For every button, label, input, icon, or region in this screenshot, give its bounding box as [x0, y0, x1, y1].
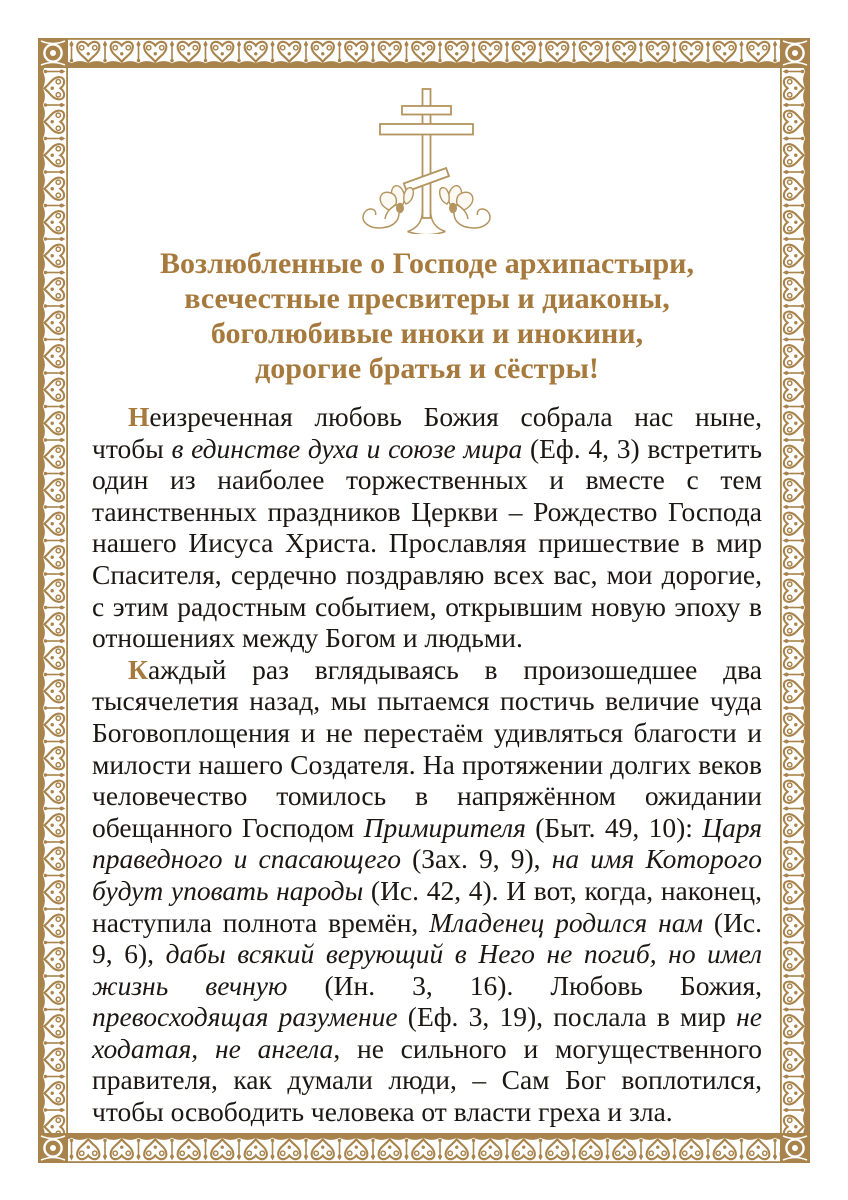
scripture-quote: на имя Которого будут уповать народы [92, 843, 762, 906]
body-text-segment: еизреченная любовь Божия собрала нас ныне, чтобы [92, 401, 762, 464]
body-text-segment: (Зах. 9, 9), [400, 843, 552, 875]
paragraph-2 [92, 654, 762, 1128]
body-text-segment: (Ин. 3, 16). Любовь Божия, [287, 969, 762, 1001]
body-text-segment: (Еф. 3, 19), послала в мир [397, 1001, 737, 1033]
drop-initial: К [128, 653, 148, 685]
border-corner [780, 1133, 810, 1163]
title-line-2: всечестные пресвитеры и диаконы, [184, 282, 670, 315]
scripture-quote: Царя праведного и спасающего [92, 811, 762, 875]
border-corner [780, 38, 810, 68]
body-text-segment: (Быт. 49, 10): [525, 811, 703, 843]
border-left [38, 38, 68, 1163]
body-text-segment: (Еф. 4, 3) встретить один из наиболее торжественных и вместе с тем таинственных праздников Церкви – Рождество Господа нашего Иисуса Христа. Прославляя пришествие в мир Спасителя, сердечно поздравляю всех вас, мои дорогие, с этим радостным событием, открывшим новую эпоху в отношениях между Богом и людьми. [92, 432, 762, 654]
paragraph-1 [92, 401, 762, 654]
scripture-quote: дабы всякий верующий в Него не погиб, но имел жизнь вечную [92, 938, 762, 1001]
title-line-3: боголюбивые иноки и инокини, [210, 317, 644, 350]
border-bottom [38, 1133, 810, 1163]
body-text-segment: (Ис. 42, 4). И вот, когда, наконец, наступила полнота времён, [92, 874, 762, 938]
lily-ornament [363, 186, 413, 228]
cross-ornament [92, 84, 762, 234]
body-text-segment: , не сильного и могущественного правителя, как думали люди, – Сам Бог воплотился, чтобы освободить человека от власти греха и зла. [92, 1032, 762, 1128]
epistle-body [92, 401, 762, 1128]
body-text-segment: (Ис. 9, 6), [92, 906, 763, 970]
border-corner [38, 1133, 68, 1163]
scripture-quote: Примирителя [363, 811, 526, 843]
title-line-4: дорогие братья и сёстры! [255, 352, 599, 385]
page-content [92, 0, 762, 1128]
scripture-quote: Младенец родился нам [429, 906, 704, 938]
border-corner [38, 38, 68, 68]
orthodox-cross-icon [352, 84, 502, 234]
drop-initial: Н [128, 401, 150, 432]
title-line-1: Возлюбленные о Господе архипастыри, [160, 247, 694, 280]
scripture-quote: в единстве духа и союзе мира [171, 432, 523, 464]
scripture-quote: не ходатая, не ангела [92, 1001, 762, 1064]
page-title [92, 246, 762, 386]
scripture-quote: превосходящая разумение [92, 1001, 398, 1033]
body-text-segment: аждый раз вглядываясь в произошедшее два тысячелетия назад, мы пытаемся постичь величие чуда Боговоплощения и не перестаём удивляться благости и милости нашего Создателя. На протяжении долгих веков человечество томилось в напряжённом ожидании обещанного Господом [92, 653, 762, 843]
border-right [780, 38, 810, 1163]
